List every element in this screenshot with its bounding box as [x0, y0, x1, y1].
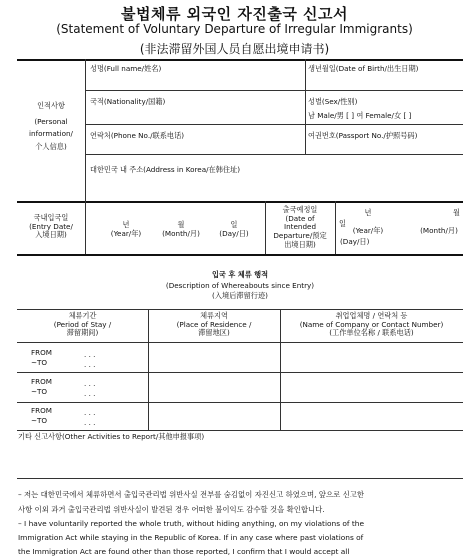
row1-to[interactable]: ~TO — [31, 358, 48, 367]
row2-from-date[interactable]: . . . — [84, 379, 96, 388]
form-title-chinese: (非法滞留外国人员自愿出境申请书) — [139, 42, 330, 56]
note-korean-line2: 사항 이외 과거 출입국관리법 위반사실이 발견된 경우 어떠한 불이익도 감수할 것을 확인합니다. — [18, 505, 325, 514]
passport-field[interactable]: 여권번호(Passport No./护照号码) — [308, 131, 418, 140]
note-english-line3: the Immigration Act are found other than those reported, I confirm that I would accept all — [18, 547, 350, 556]
entry-month[interactable]: 월 (Month/月) — [162, 220, 200, 238]
other-activities-field[interactable]: 기타 신고사항(Other Activities to Report/其他申报事项) — [18, 432, 205, 441]
col-company-contact: 취업업체명 / 연락처 등 (Name of Company or Contact Number) (工作单位名称 / 联系电话) — [299, 311, 444, 338]
departure-year[interactable]: 년 (Year/年) — [352, 208, 384, 235]
dob-field[interactable]: 생년월일(Date of Birth/出生日期) — [308, 64, 419, 73]
divider — [17, 478, 463, 479]
entry-year[interactable]: 년 (Year/年) — [110, 220, 142, 238]
form-title-english: (Statement of Voluntary Departure of Irregular Immigrants) — [56, 22, 413, 36]
divider — [17, 430, 463, 431]
col-place-of-residence: 체류지역 (Place of Residence / 滞留地区) — [176, 311, 252, 338]
departure-month[interactable]: 월 (Month/月) — [420, 208, 460, 235]
divider — [335, 201, 336, 254]
row2-from[interactable]: FROM — [31, 377, 52, 386]
divider — [17, 201, 463, 203]
divider — [85, 154, 463, 155]
sex-options[interactable]: 남 Male/男 [ ] 여 Female/女 [ ] — [308, 111, 412, 120]
departure-day-label: 일 — [339, 219, 346, 228]
row1-to-date[interactable]: . . . — [84, 360, 96, 369]
divider — [17, 372, 463, 373]
divider — [17, 402, 463, 403]
divider — [85, 59, 86, 201]
divider — [17, 342, 463, 343]
row2-to[interactable]: ~TO — [31, 387, 48, 396]
form-title: 불법체류 외국인 자진출국 신고서 — [120, 5, 349, 23]
note-korean-line1: – 저는 대한민국에서 체류하면서 출입국관리법 위반사실 전부를 숨김없이 자진신고 하였으며, 앞으로 신고한 — [18, 490, 365, 499]
table-top-border — [17, 59, 463, 61]
entry-day[interactable]: 일 (Day/日) — [219, 220, 249, 238]
address-field[interactable]: 대한민국 내 주소(Address in Korea/在韩住址) — [90, 165, 241, 174]
whereabouts-title-english: (Description of Whereabouts since Entry) — [165, 281, 315, 290]
whereabouts-title-chinese: (入境后滞留行迹) — [212, 291, 268, 300]
col-period-of-stay: 체류기간 (Period of Stay / 滞留期间) — [53, 311, 112, 338]
row3-from[interactable]: FROM — [31, 406, 52, 415]
divider — [85, 124, 463, 125]
row3-to-date[interactable]: . . . — [84, 418, 96, 427]
nationality-field[interactable]: 국적(Nationality/国籍) — [90, 97, 166, 106]
row2-to-date[interactable]: . . . — [84, 389, 96, 398]
whereabouts-title: 입국 후 체류 행적 — [211, 270, 269, 279]
divider — [17, 309, 463, 310]
sex-field: 성별(Sex/性别) — [308, 97, 358, 106]
row1-from[interactable]: FROM — [31, 348, 52, 357]
divider — [17, 254, 463, 256]
divider — [85, 90, 463, 91]
personal-section-label: 인적사항 (Personal information/ 个人信息) — [29, 101, 73, 151]
name-field[interactable]: 성명(Full name/姓名) — [90, 64, 162, 73]
row3-from-date[interactable]: . . . — [84, 408, 96, 417]
row3-to[interactable]: ~TO — [31, 416, 48, 425]
divider — [305, 59, 306, 154]
phone-field[interactable]: 연락처(Phone No./联系电话) — [90, 131, 185, 140]
departure-date-label: 출국예정일 (Date of Intended Departure/预定 出境日期) — [273, 205, 327, 249]
note-english-line1: – I have voluntarily reported the whole truth, without hiding anything, on my violations of the — [18, 519, 365, 528]
row1-from-date[interactable]: . . . — [84, 350, 96, 359]
departure-day[interactable]: (Day/日) — [340, 237, 370, 246]
note-english-line2: Immigration Act while staying in the Republic of Korea. If in any case where past violations of — [18, 533, 364, 542]
divider — [85, 201, 86, 254]
entry-date-label: 국내입국일 (Entry Date/ 入境日期) — [29, 213, 73, 240]
